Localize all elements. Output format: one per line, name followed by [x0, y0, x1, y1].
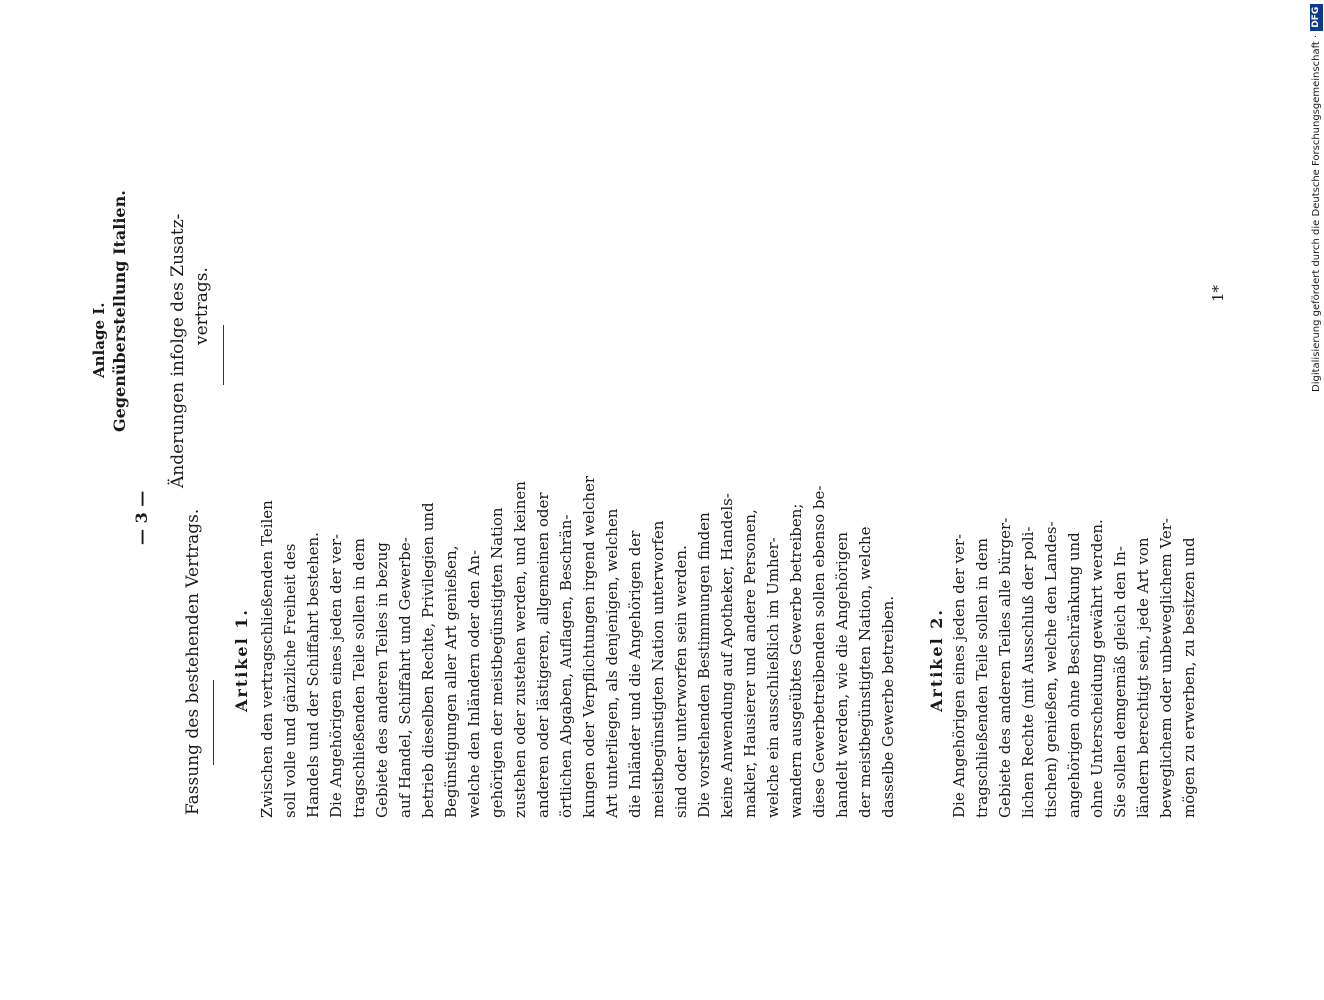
text-line: kungen oder Verpflichtungen irgend welcher: [580, 475, 598, 818]
text-line: mögen zu erwerben, zu besitzen und: [1180, 537, 1198, 818]
text-line: anderen oder lästigeren, allgemeinen oder: [534, 492, 552, 818]
text-line: Gebiete des anderen Teiles alle bürger-: [996, 517, 1014, 818]
text-line: die Inländer und die Angehörigen der: [626, 530, 644, 818]
text-line: gehörigen der meistbegünstigten Nation: [488, 507, 506, 818]
comparison-title: Gegenüberstellung Italien.: [110, 190, 129, 432]
text-line: meistbegünstigten Nation unterworfen: [649, 520, 667, 818]
text-line: handelt werden, wie die Angehörigen: [833, 532, 851, 818]
text-line: auf Handel, Schiffahrt und Gewerbe-: [396, 537, 414, 818]
text-line: Zwischen den vertragschließenden Teilen: [258, 500, 276, 818]
left-column-title: Fassung des bestehenden Vertrags.: [183, 508, 203, 815]
text-line: soll volle und gänzliche Freiheit des: [281, 543, 299, 818]
text-line: tischen) genießen, welche den Landes-: [1042, 521, 1060, 818]
title-divider-right: [223, 325, 224, 385]
text-line: lichen Rechte (mit Ausschluß der poli-: [1019, 526, 1037, 818]
text-line: tragschließenden Teile sollen in dem: [973, 538, 991, 818]
text-line: Begünstigungen aller Art genießen,: [442, 545, 460, 818]
text-line: örtlichen Abgaben, Auflagen, Beschrän-: [557, 514, 575, 818]
title-divider-left: [213, 680, 214, 765]
text-line: tragschließenden Teile sollen in dem: [350, 538, 368, 818]
text-line: Gebiete des anderen Teiles in bezug: [373, 542, 391, 818]
dfg-logo-icon: DFG: [1310, 4, 1323, 31]
page-number: — 3 —: [132, 490, 151, 545]
article-1-heading: Artikel 1.: [232, 608, 251, 712]
text-line: Art unterliegen, als denjenigen, welchen: [603, 508, 621, 818]
text-line: Die Angehörigen eines jeden der ver-: [950, 533, 968, 818]
text-line: Sie sollen demgemäß gleich den In-: [1111, 546, 1129, 818]
text-line: diese Gewerbetreibenden sollen ebenso be-: [810, 485, 828, 818]
article-2-heading: Artikel 2.: [927, 608, 946, 712]
text-line: ländern berechtigt sein, jede Art von: [1134, 537, 1152, 818]
text-line: makler, Hausierer und andere Personen,: [741, 509, 759, 818]
digitization-credit: [1310, 4, 1323, 392]
text-line: welche ein ausschließlich im Umher-: [764, 537, 782, 818]
text-line: Handels und der Schiffahrt bestehen.: [304, 532, 322, 818]
right-column-title-line1: Änderungen infolge des Zusatz-: [168, 213, 188, 488]
signature-mark: 1*: [1209, 284, 1227, 302]
text-line: der meistbegünstigten Nation, welche: [856, 526, 874, 818]
right-column-title-line2: vertrags.: [192, 267, 212, 345]
text-line: beweglichem oder unbeweglichem Ver-: [1157, 518, 1175, 818]
text-line: zustehen oder zustehen werden, und keinen: [511, 481, 529, 818]
text-line: Die Angehörigen eines jeden der ver-: [327, 533, 345, 818]
credit-text: Digitalisierung gefördert durch die Deutsche Forschungsgemeinschaft ·: [1311, 34, 1322, 392]
text-line: sind oder unterworfen sein werden.: [672, 545, 690, 818]
text-line: angehörigen ohne Beschränkung und: [1065, 532, 1083, 818]
appendix-title: Anlage I.: [90, 302, 108, 378]
text-line: keine Anwendung auf Apotheker, Handels-: [718, 493, 736, 818]
text-line: ohne Unterscheidung gewährt werden.: [1088, 519, 1106, 818]
text-line: wandern ausgeübtes Gewerbe betreiben;: [787, 503, 805, 818]
text-line: welche den Inländern oder den An-: [465, 549, 483, 818]
text-line: dasselbe Gewerbe betreiben.: [879, 595, 897, 818]
text-line: Die vorstehenden Bestimmungen finden: [695, 512, 713, 818]
text-line: betrieb dieselben Rechte, Privilegien und: [419, 502, 437, 818]
